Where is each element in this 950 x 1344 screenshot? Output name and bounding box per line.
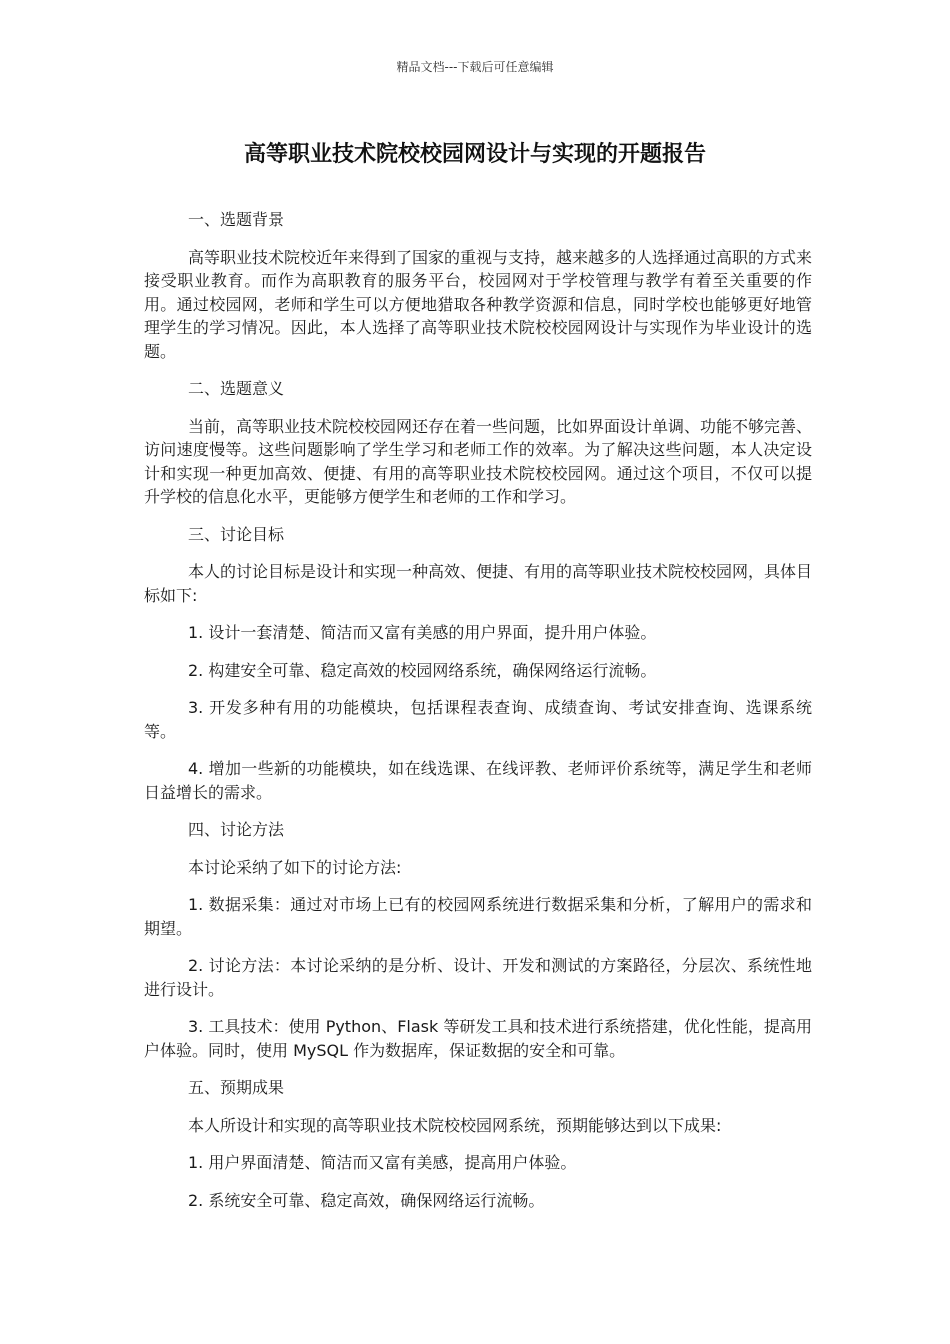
paragraph: 本人所设计和实现的高等职业技术院校校园网系统，预期能够达到以下成果: — [188, 1115, 722, 1135]
section-heading-goals: 三、讨论目标 — [188, 524, 285, 544]
list-item: 1. 用户界面清楚、简洁而又富有美感，提高用户体验。 — [188, 1153, 577, 1172]
list-item: 2. 构建安全可靠、稳定高效的校园网络系统，确保网络运行流畅。 — [188, 660, 657, 680]
list-item: 3. 工具技术：使用 Python、Flask 等研发工具和技术进行系统搭建，优化性能，提高用户体验。同时，使用 MySQL 作为数据库，保证数据的安全和可靠。 — [144, 1017, 812, 1060]
document-body — [144, 208, 812, 1226]
list-item: 1. 数据采集：通过对市场上已有的校园网系统进行数据采集和分析，了解用户的需求和期望。 — [144, 895, 812, 938]
paragraph: 高等职业技术院校近年来得到了国家的重视与支持，越来越多的人选择通过高职的方式来接受职业教育。而作为高职教育的服务平台，校园网对于学校管理与教学有着至关重要的作用。通过校园网，老师和学生可以方便地猎取各种教学资源和信息，同时学校也能够更好地管理学生的学习情况。因此，本人选择了高等职业技术院校校园网设计与实现作为毕业设计的选题。 — [144, 247, 813, 361]
list-item: 2. 讨论方法：本讨论采纳的是分析、设计、开发和测试的方案路径，分层次、系统性地进行设计。 — [144, 956, 812, 999]
list-item: 1. 设计一套清楚、简洁而又富有美感的用户界面，提升用户体验。 — [188, 623, 657, 642]
page-header: 精品文档---下载后可任意编辑 — [396, 60, 554, 74]
paragraph: 当前，高等职业技术院校校园网还存在着一些问题，比如界面设计单调、功能不够完善、访问速度慢等。这些问题影响了学生学习和老师工作的效率。为了解决这些问题，本人决定设计和实现一种更加高效、便捷、有用的高等职业技术院校校园网。通过这个项目，不仅可以提升学校的信息化水平，更能够方便学生和老师的工作和学习。 — [144, 416, 813, 506]
paragraph: 本人的讨论目标是设计和实现一种高效、便捷、有用的高等职业技术院校校园网，具体目标如下: — [144, 562, 813, 605]
section-heading-outcomes: 五、预期成果 — [188, 1078, 285, 1097]
section-heading-methods: 四、讨论方法 — [188, 820, 285, 839]
paragraph: 本讨论采纳了如下的讨论方法: — [188, 857, 402, 877]
document-title: 高等职业技术院校校园网设计与实现的开题报告 — [243, 142, 706, 167]
list-item: 3. 开发多种有用的功能模块，包括课程表查询、成绩查询、考试安排查询、选课系统等。 — [144, 698, 812, 741]
list-item: 4. 增加一些新的功能模块，如在线选课、在线评教、老师评价系统等，满足学生和老师日益增长的需求。 — [144, 759, 812, 802]
section-heading-significance: 二、选题意义 — [188, 379, 285, 398]
list-item: 2. 系统安全可靠、稳定高效，确保网络运行流畅。 — [188, 1190, 545, 1210]
section-heading-background: 一、选题背景 — [188, 210, 285, 229]
